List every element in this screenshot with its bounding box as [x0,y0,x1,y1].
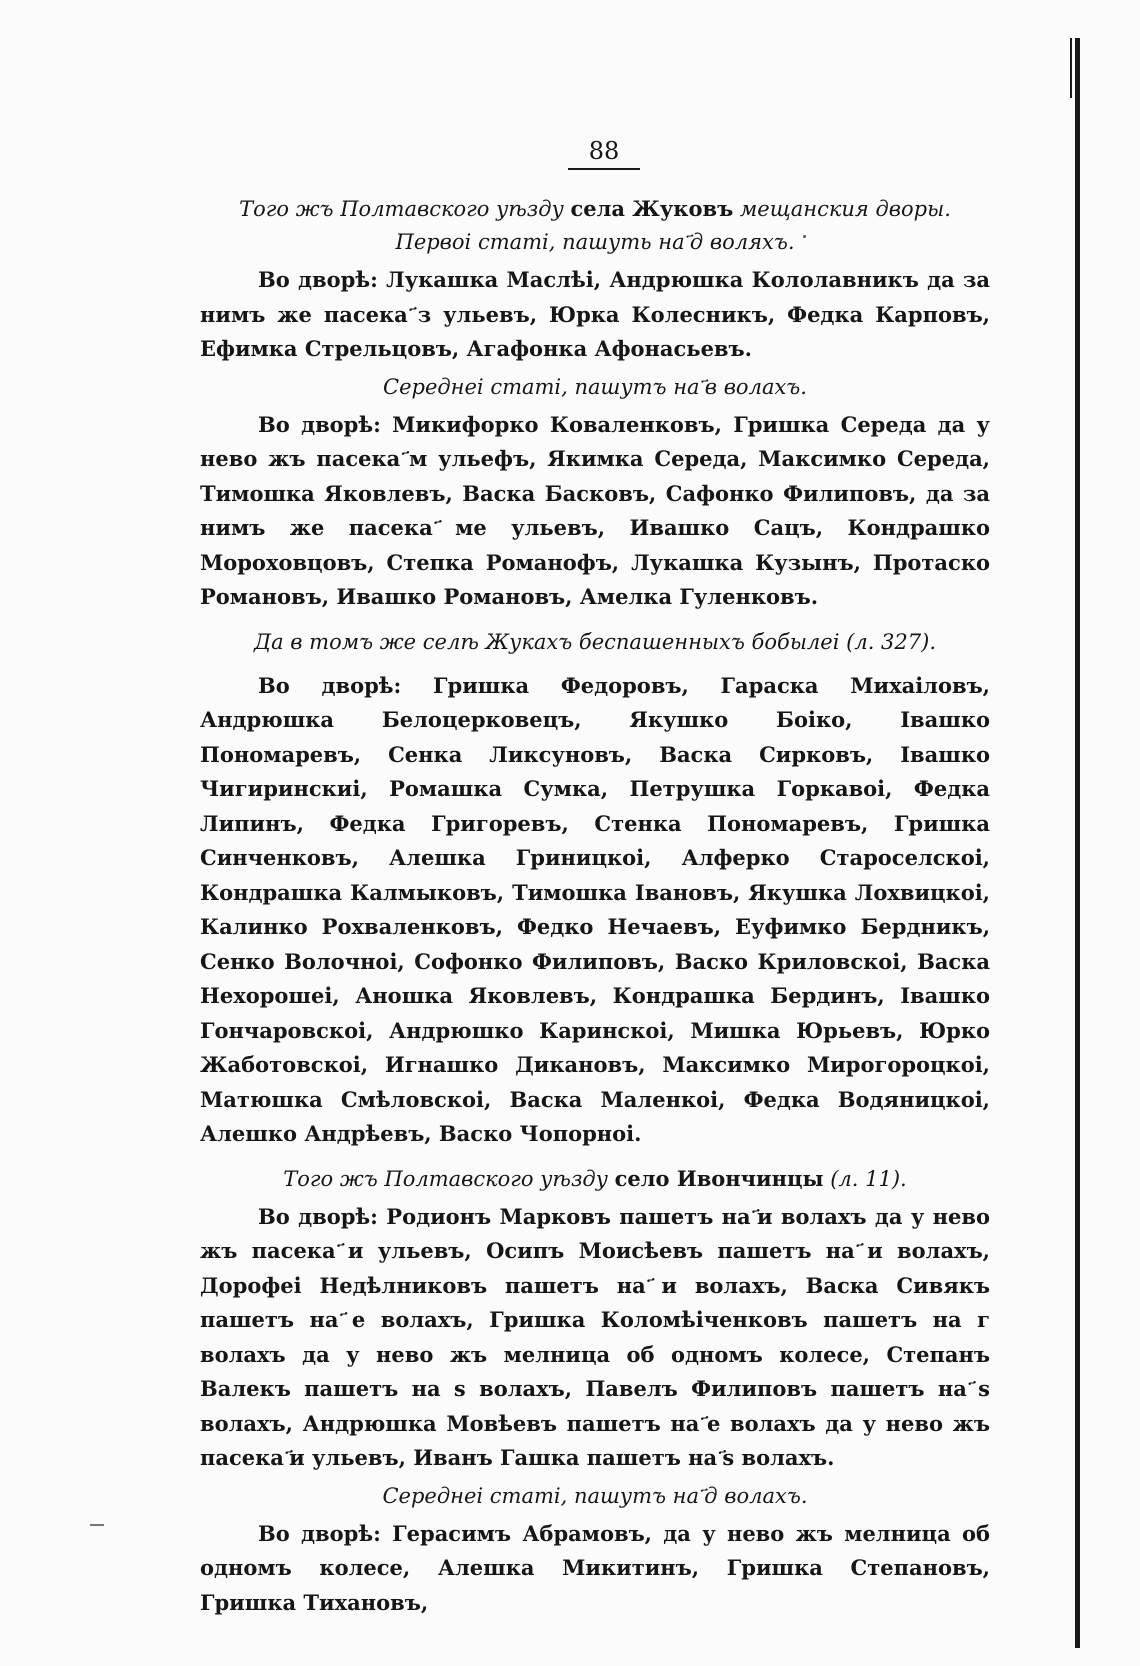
page-edge-rule-thin [1070,38,1072,98]
spacer [200,615,990,625]
heading-text: (л. 11). [823,1166,907,1191]
paragraph-middle-class: Во дворѣ: Микифорко Коваленковъ, Гришка Середа да у нево жъ пасека ҃м ульефъ, Якимка Середа, Максимко Середа, Тимошка Яковлевъ, Васка Басковъ, Сафонко Филиповъ, да за нимъ же пасека ҃ме ульевъ, Ивашко Сацъ, Кондрашко Мороховцовъ, Степка Романофъ, Лукашка Кузынъ, Протаско Романовъ, Ивашко Романовъ, Амелка Гуленковъ. [200,411,990,609]
heading-text: мещанския дворы. [733,197,951,221]
subheading-middle-class: Середнеі статі, пашутъ на ҃в волахъ. [383,374,807,399]
subheading-first-class: Первоі статі, пашуть на ҃д воляхъ. [395,230,795,254]
heading-text: (л. 327). [846,629,936,654]
spacer [200,1152,990,1162]
heading-text: Того жъ Полтавского уѣзду [283,1166,615,1191]
heading-bold-text: село Ивончинцы [614,1165,824,1191]
scan-mark [90,1524,104,1526]
paragraph-middle-class-2: Во дворѣ: Герасимъ Абрамовъ, да у нево жъ мелница об одномъ колесе, Алешка Микитинъ, Гришка Степановъ, Гришка Тихановъ, [200,1520,990,1615]
subheading-middle-class-2: Середнеі статі, пашутъ на ҃д волахъ. [382,1483,808,1508]
heading-text: Да в томъ же селѣ Жукахъ беспашенныхъ бобылеі [254,629,847,654]
paragraph-first-class: Во дворѣ: Лукашка Маслѣі, Андрюшка Кололавникъ да за нимъ же пасека ҃з ульевъ, Юрка Колесникъ, Федка Карповъ, Ефимка Стрельцовъ, Агафонка Афонасьевъ. [200,267,990,361]
section-heading-zhukov [200,192,990,226]
page-edge-rule [1075,38,1080,1648]
section-heading-ivonchintsy [200,1162,990,1196]
heading-bold-text: села Жуковъ [570,196,734,221]
page-content [200,192,990,1620]
paragraph-ivonchintsy: Во дворѣ: Родионъ Марковъ пашетъ на ҃и волахъ да у нево жъ пасека ҃и ульевъ, Осипъ Моисѣевъ пашетъ на ҃и волахъ, Дорофеі Недѣлниковъ пашетъ на ҃и волахъ, Васка Сивякъ пашетъ на ҃е волахъ, Гришка Коломѣіченковъ пашетъ на г волахъ да у нево жъ мелница об одномъ колесе, Степанъ Валекъ пашетъ на s волахъ, Павелъ Филиповъ пашетъ на ҃s волахъ, Андрюшка Мовѣевъ пашетъ на ҃е волахъ да у нево жъ пасека ҃и ульевъ, Иванъ Гашка пашетъ на ҃s волахъ. [200,1203,990,1470]
section-heading-bobyli [200,625,990,659]
heading-text: Того жъ Полтавского уѣзду [239,197,571,221]
paragraph-bobyli: Во дворѣ: Гришка Федоровъ, Гараска Михаіловъ, Андрюшка Белоцерковецъ, Якушко Боіко, Івашко Пономаревъ, Сенка Ликсуновъ, Васка Сирковъ, Івашко Чигиринскиі, Ромашка Сумка, Петрушка Горкавоі, Федка Липинъ, Федка Григоревъ, Стенка Пономаревъ, Гришка Синченковъ, Алешка Гриницкоі, Алферко Староселскоі, Кондрашка Калмыковъ, Тимошка Івановъ, Якушка Лохвицкоі, Калинко Рохваленковъ, Федко Нечаевъ, Еуфимко Бердникъ, Сенко Волочноі, Софонко Филиповъ, Васко Криловскоі, Васка Нехорошеі, Аношка Яковлевъ, Кондрашка Бердинъ, Івашко Гончаровскоі, Андрюшко Каринскоі, Мишка Юрьевъ, Юрко Жаботовскоі, Игнашко Дикановъ, Максимко Мирогороцкоі, Матюшка Смѣловскоі, Васка Маленкоі, Федка Водяницкоі, Алешко Андрѣевъ, Васко Чопорноі. [200,672,990,1146]
page-number: 88 [568,136,640,170]
spacer [200,659,990,669]
